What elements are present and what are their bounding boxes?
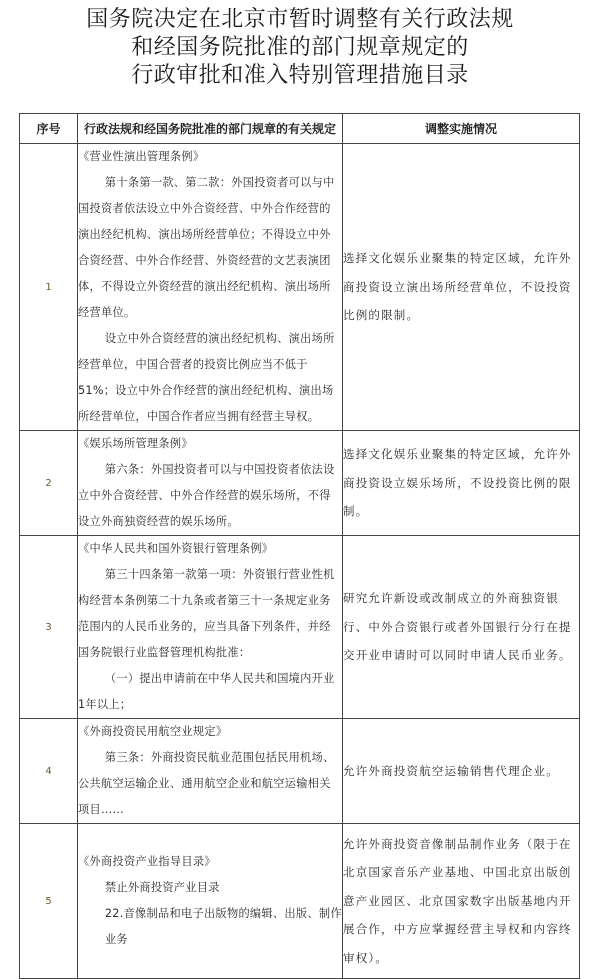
regulation-paragraph: 第十条第一款、第二款：外国投资者可以与中国投资者依法设立中外合资经营、中外合作经营的演出经纪机构、演出场所经营单位；不得设立中外合资经营、中外合作经营、外资经营的文艺表演团体，不得设立外资经营的演出经纪机构、演出场所经营单位。 <box>78 176 335 319</box>
regulation-paragraph: （一）提出申请前在中华人民共和国境内开业1年以上； <box>78 672 335 711</box>
row-number: 3 <box>20 536 78 719</box>
title-line-3: 行政审批和准入特别管理措施目录 <box>131 63 469 88</box>
regulation-paragraph: 第六条：外国投资者可以与中国投资者依法设立中外合资经营、中外合作经营的娱乐场所，不得设立外商独资经营的娱乐场所。 <box>78 463 335 528</box>
adjustment-cell: 允许外商投资音像制品制作业务（限于在北京国家音乐产业基地、中国北京出版创意产业园区、北京国家数字出版基地内开展合作，中方应掌握经营主导权和内容终审权）。 <box>343 824 580 979</box>
regulation-paragraph: 第三十四条第一款第一项：外资银行营业性机构经营本条例第二十九条或者第三十一条规定业务范围内的人民币业务的，应当具备下列条件，并经国务院银行业监督管理机构批准： <box>78 568 335 659</box>
regulation-title: 《外商投资产业指导目录》 <box>78 855 216 868</box>
regulation-cell <box>78 144 343 431</box>
regulation-cell <box>78 536 343 719</box>
adjustment-cell: 选择文化娱乐业聚集的特定区域，允许外商投资设立演出场所经营单位，不设投资比例的限制。 <box>343 144 580 431</box>
title-line-2: 和经国务院批准的部门规章规定的 <box>131 35 469 60</box>
regulation-cell <box>78 719 343 824</box>
regulation-cell <box>78 431 343 536</box>
table-header-row <box>20 114 580 144</box>
row-number: 1 <box>20 144 78 431</box>
adjustment-cell: 允许外商投资航空运输销售代理企业。 <box>343 719 580 824</box>
adjustment-cell: 选择文化娱乐业聚集的特定区域，允许外商投资设立娱乐场所，不设投资比例的限制。 <box>343 431 580 536</box>
header-regulation: 行政法规和经国务院批准的部门规章的有关规定 <box>78 114 343 144</box>
regulation-paragraph: 禁止外商投资产业目录 <box>104 881 220 894</box>
regulation-cell <box>78 824 343 979</box>
regulation-title: 《外商投资民用航空业规定》 <box>78 725 228 738</box>
regulation-paragraph: 22.音像制品和电子出版物的编辑、出版、制作业务 <box>104 907 342 946</box>
table-row <box>20 431 580 536</box>
header-number: 序号 <box>20 114 78 144</box>
regulation-title: 《营业性演出管理条例》 <box>78 150 205 163</box>
adjustment-cell: 研究允许新设或改制成立的外商独资银行、中外合资银行或者外国银行分行在提交开业申请时可以同时申请人民币业务。 <box>343 536 580 719</box>
regulation-paragraph: 设立中外合资经营的演出经纪机构、演出场所经营单位，中国合营者的投资比例应当不低于51%；设立中外合作经营的演出经纪机构、演出场所经营单位，中国合作者应当拥有经营主导权。 <box>78 332 335 423</box>
table-row <box>20 719 580 824</box>
measures-table <box>19 113 580 979</box>
regulation-title: 《娱乐场所管理条例》 <box>78 437 193 450</box>
table-row <box>20 536 580 719</box>
row-number: 2 <box>20 431 78 536</box>
table-row <box>20 824 580 979</box>
row-number: 5 <box>20 824 78 979</box>
document-title <box>0 6 600 90</box>
regulation-title: 《中华人民共和国外资银行管理条例》 <box>78 542 274 555</box>
regulation-paragraph: 第三条：外商投资民航业范围包括民用机场、公共航空运输企业、通用航空企业和航空运输相关项目…… <box>78 751 335 816</box>
row-number: 4 <box>20 719 78 824</box>
header-adjustment: 调整实施情况 <box>343 114 580 144</box>
table-row <box>20 144 580 431</box>
title-line-1: 国务院决定在北京市暂时调整有关行政法规 <box>86 7 514 32</box>
